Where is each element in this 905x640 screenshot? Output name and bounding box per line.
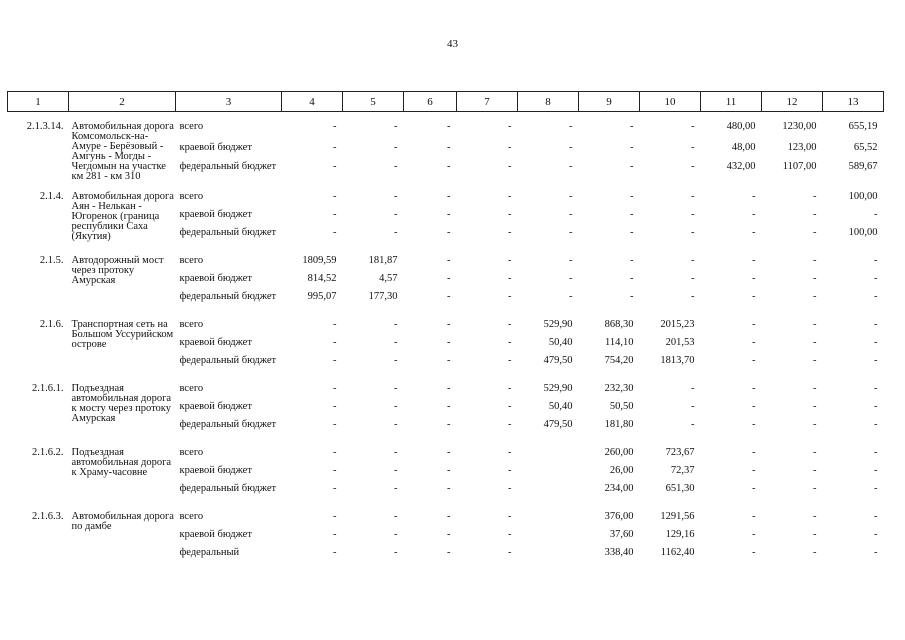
value-cell: - <box>508 121 512 132</box>
value-cell: - <box>394 419 398 430</box>
value-cell: 234,00 <box>604 483 634 494</box>
value-cell: - <box>874 355 878 366</box>
value-cell: - <box>394 383 398 394</box>
value-cell: 723,67 <box>665 447 695 458</box>
value-cell: - <box>447 319 451 330</box>
value-cell: 181,87 <box>368 255 398 266</box>
value-cell: - <box>813 227 817 238</box>
value-cell: - <box>813 383 817 394</box>
value-cell: - <box>394 465 398 476</box>
funding-source: всего <box>179 121 204 132</box>
funding-source: всего <box>179 255 204 266</box>
value-cell: - <box>394 227 398 238</box>
value-cell: - <box>630 209 634 220</box>
item-name: Транспортная сеть на Большом Уссурийском острове <box>71 319 174 350</box>
item-code: 2.1.4. <box>39 191 64 202</box>
funding-source: всего <box>179 383 204 394</box>
value-cell: - <box>752 465 756 476</box>
value-cell: - <box>630 255 634 266</box>
value-cell: - <box>691 227 695 238</box>
value-cell: - <box>813 465 817 476</box>
funding-source: федеральный бюджет <box>179 161 277 173</box>
value-cell: 50,40 <box>548 337 573 348</box>
value-cell: - <box>691 419 695 430</box>
value-cell: - <box>394 191 398 202</box>
value-cell: - <box>508 547 512 558</box>
value-cell: - <box>874 529 878 540</box>
value-cell: 995,07 <box>307 291 337 302</box>
value-cell: - <box>394 355 398 366</box>
value-cell: 177,30 <box>368 291 398 302</box>
value-cell: 589,67 <box>848 161 878 173</box>
column-header: 8 <box>518 92 579 112</box>
value-cell: 480,00 <box>726 121 756 132</box>
budget-table <box>7 91 884 566</box>
value-cell: 72,37 <box>670 465 695 476</box>
value-cell: - <box>508 465 512 476</box>
value-cell: - <box>447 255 451 266</box>
value-cell: 814,52 <box>307 273 337 284</box>
value-cell: - <box>691 255 695 266</box>
value-cell: - <box>752 529 756 540</box>
value-cell: - <box>508 401 512 412</box>
funding-source: федеральный бюджет <box>179 419 277 430</box>
value-cell: - <box>508 447 512 458</box>
column-header: 1 <box>8 92 69 112</box>
item-code: 2.1.3.14. <box>26 121 64 132</box>
table-header <box>8 92 884 112</box>
value-cell: - <box>630 121 634 132</box>
funding-source: краевой бюджет <box>179 465 252 476</box>
value-cell: 2015,23 <box>660 319 695 330</box>
column-header: 11 <box>701 92 762 112</box>
value-cell: 48,00 <box>731 141 756 153</box>
item-name: Подъездная автомобильная дорога к Храму-часовне <box>71 447 172 478</box>
column-header: 4 <box>282 92 343 112</box>
value-cell: 4,57 <box>379 273 398 284</box>
value-cell: - <box>394 511 398 522</box>
value-cell: - <box>333 161 337 173</box>
column-header: 9 <box>579 92 640 112</box>
value-cell: - <box>813 483 817 494</box>
page-number: 43 <box>447 38 458 50</box>
value-cell: - <box>447 209 451 220</box>
value-cell: - <box>508 191 512 202</box>
value-cell: - <box>630 141 634 153</box>
value-cell: - <box>394 161 398 173</box>
value-cell: - <box>333 511 337 522</box>
value-cell: - <box>691 191 695 202</box>
value-cell: - <box>691 209 695 220</box>
column-header: 6 <box>404 92 457 112</box>
value-cell: - <box>508 337 512 348</box>
value-cell: - <box>569 227 573 238</box>
funding-source: всего <box>179 511 204 522</box>
value-cell: - <box>333 401 337 412</box>
item-name: Автомобильная дорога Аян - Нелькан - Югоренок (граница республики Саха (Якутия) <box>71 191 174 242</box>
column-header: 12 <box>762 92 823 112</box>
item-code: 2.1.6.1. <box>32 383 64 394</box>
value-cell: - <box>447 161 451 173</box>
value-cell: - <box>691 401 695 412</box>
value-cell: - <box>394 121 398 132</box>
value-cell: 65,52 <box>853 141 878 153</box>
value-cell: - <box>447 511 451 522</box>
value-cell: - <box>333 141 337 153</box>
value-cell: - <box>874 547 878 558</box>
value-cell: - <box>630 191 634 202</box>
value-cell: - <box>630 227 634 238</box>
value-cell: - <box>333 529 337 540</box>
item-name: Автодорожный мост через протоку Амурская <box>71 255 164 286</box>
value-cell: - <box>508 161 512 173</box>
value-cell: - <box>394 319 398 330</box>
value-cell: - <box>333 383 337 394</box>
table-row <box>8 502 884 530</box>
value-cell: - <box>874 483 878 494</box>
value-cell: 1230,00 <box>782 121 817 132</box>
value-cell: - <box>752 511 756 522</box>
value-cell: - <box>394 447 398 458</box>
value-cell: 479,50 <box>543 355 573 366</box>
value-cell: - <box>569 191 573 202</box>
value-cell: - <box>752 547 756 558</box>
value-cell <box>518 502 579 530</box>
value-cell: - <box>874 401 878 412</box>
value-cell: - <box>333 419 337 430</box>
value-cell: 529,90 <box>543 383 573 394</box>
funding-source: всего <box>179 319 204 330</box>
funding-source: краевой бюджет <box>179 401 252 412</box>
value-cell: - <box>447 191 451 202</box>
value-cell: - <box>333 355 337 366</box>
value-cell: - <box>874 209 878 220</box>
table-body <box>8 112 884 567</box>
column-header: 3 <box>176 92 282 112</box>
value-cell: - <box>333 227 337 238</box>
value-cell: - <box>394 337 398 348</box>
value-cell: 129,16 <box>665 529 695 540</box>
table-row <box>8 374 884 402</box>
value-cell: - <box>874 511 878 522</box>
value-cell: - <box>691 141 695 153</box>
value-cell: - <box>508 255 512 266</box>
value-cell: - <box>333 121 337 132</box>
value-cell: - <box>630 291 634 302</box>
value-cell: - <box>447 401 451 412</box>
value-cell: 232,30 <box>604 383 634 394</box>
value-cell: - <box>508 273 512 284</box>
table-row <box>8 112 884 143</box>
funding-source: краевой бюджет <box>179 337 252 348</box>
column-header: 13 <box>823 92 884 112</box>
value-cell: - <box>874 419 878 430</box>
value-cell: 479,50 <box>543 419 573 430</box>
value-cell: - <box>508 529 512 540</box>
item-code: 2.1.6.2. <box>32 447 64 458</box>
value-cell: - <box>691 291 695 302</box>
value-cell: - <box>752 419 756 430</box>
funding-source: краевой бюджет <box>179 529 252 540</box>
value-cell: - <box>394 401 398 412</box>
value-cell: 26,00 <box>609 465 634 476</box>
value-cell: - <box>874 465 878 476</box>
value-cell: - <box>394 141 398 153</box>
value-cell: 655,19 <box>848 121 878 132</box>
value-cell: - <box>447 483 451 494</box>
value-cell: - <box>394 547 398 558</box>
value-cell: 114,10 <box>605 337 634 348</box>
value-cell: - <box>630 273 634 284</box>
value-cell: 868,30 <box>604 319 634 330</box>
column-header: 7 <box>457 92 518 112</box>
funding-source: федеральный бюджет <box>179 227 277 238</box>
value-cell: - <box>813 291 817 302</box>
funding-source: всего <box>179 447 204 458</box>
funding-source: федеральный <box>179 547 240 558</box>
funding-source: краевой бюджет <box>179 209 252 220</box>
value-cell: - <box>630 161 634 173</box>
value-cell: 1809,59 <box>302 255 337 266</box>
item-code: 2.1.6.3. <box>32 511 64 522</box>
value-cell: - <box>447 419 451 430</box>
value-cell: - <box>447 227 451 238</box>
header-row <box>8 92 884 112</box>
value-cell: - <box>447 273 451 284</box>
value-cell: - <box>813 401 817 412</box>
value-cell: - <box>813 255 817 266</box>
value-cell: - <box>333 337 337 348</box>
value-cell: - <box>813 419 817 430</box>
table-row <box>8 438 884 466</box>
funding-source: федеральный бюджет <box>179 483 277 494</box>
value-cell: - <box>691 161 695 173</box>
value-cell: - <box>813 273 817 284</box>
value-cell: 1291,56 <box>660 511 695 522</box>
value-cell: - <box>447 465 451 476</box>
value-cell: - <box>569 161 573 173</box>
value-cell: - <box>447 383 451 394</box>
value-cell: - <box>874 383 878 394</box>
value-cell: - <box>874 273 878 284</box>
value-cell: - <box>813 355 817 366</box>
value-cell: - <box>752 355 756 366</box>
table-row <box>8 182 884 210</box>
value-cell: - <box>447 547 451 558</box>
table-row <box>8 246 884 274</box>
item-name: Подъездная автомобильная дорога к мосту через протоку Амурская <box>71 383 172 424</box>
value-cell: 432,00 <box>726 161 756 173</box>
value-cell: 1162,40 <box>660 547 695 558</box>
funding-source: федеральный бюджет <box>179 291 277 302</box>
value-cell: - <box>752 209 756 220</box>
value-cell: - <box>752 401 756 412</box>
value-cell: - <box>569 273 573 284</box>
value-cell: 100,00 <box>848 191 878 202</box>
value-cell: - <box>874 291 878 302</box>
value-cell: - <box>691 383 695 394</box>
value-cell: - <box>813 209 817 220</box>
value-cell: - <box>569 255 573 266</box>
value-cell: - <box>691 273 695 284</box>
value-cell: - <box>508 483 512 494</box>
value-cell: - <box>813 511 817 522</box>
value-cell: 181,80 <box>604 419 634 430</box>
value-cell: 529,90 <box>543 319 573 330</box>
column-header: 2 <box>69 92 176 112</box>
value-cell: - <box>813 319 817 330</box>
value-cell: - <box>333 483 337 494</box>
value-cell: - <box>447 355 451 366</box>
value-cell: 50,50 <box>609 401 634 412</box>
value-cell: - <box>447 141 451 153</box>
value-cell: - <box>752 255 756 266</box>
value-cell: - <box>752 291 756 302</box>
value-cell: 376,00 <box>604 511 634 522</box>
value-cell: - <box>813 529 817 540</box>
value-cell: - <box>508 141 512 153</box>
value-cell: 260,00 <box>604 447 634 458</box>
value-cell: - <box>333 191 337 202</box>
value-cell: - <box>569 141 573 153</box>
value-cell: - <box>752 227 756 238</box>
value-cell: - <box>508 291 512 302</box>
item-code: 2.1.5. <box>39 255 64 266</box>
value-cell: - <box>508 419 512 430</box>
value-cell: - <box>447 337 451 348</box>
column-header: 10 <box>640 92 701 112</box>
item-name: Автомобильная дорога по дамбе <box>71 511 174 532</box>
value-cell: - <box>447 291 451 302</box>
value-cell: 123,00 <box>787 141 817 153</box>
item-name: Автомобильная дорога Комсомольск-на-Амуре - Берёзовый - Амгунь - Могды - Чегдомын на участке км 281 - км 310 <box>71 121 174 182</box>
value-cell: 37,60 <box>609 529 634 540</box>
value-cell: - <box>752 383 756 394</box>
column-header: 5 <box>343 92 404 112</box>
value-cell <box>518 438 579 466</box>
value-cell: - <box>394 483 398 494</box>
value-cell: - <box>447 529 451 540</box>
value-cell: 338,40 <box>604 547 634 558</box>
value-cell: - <box>508 355 512 366</box>
value-cell: 754,20 <box>604 355 634 366</box>
value-cell: 651,30 <box>665 483 695 494</box>
value-cell: 50,40 <box>548 401 573 412</box>
value-cell: - <box>752 447 756 458</box>
value-cell: 201,53 <box>665 337 695 348</box>
value-cell: - <box>813 337 817 348</box>
value-cell: - <box>508 319 512 330</box>
value-cell: - <box>874 255 878 266</box>
item-code: 2.1.6. <box>39 319 64 330</box>
value-cell: - <box>569 121 573 132</box>
value-cell: - <box>508 383 512 394</box>
value-cell: - <box>569 209 573 220</box>
value-cell <box>518 466 579 484</box>
value-cell: - <box>813 191 817 202</box>
value-cell: - <box>813 547 817 558</box>
value-cell: - <box>508 511 512 522</box>
value-cell: 1107,00 <box>782 161 817 173</box>
value-cell: - <box>874 319 878 330</box>
value-cell: - <box>874 447 878 458</box>
value-cell <box>518 484 579 502</box>
funding-source: всего <box>179 191 204 202</box>
funding-source: краевой бюджет <box>179 273 252 284</box>
value-cell: - <box>333 547 337 558</box>
value-cell <box>518 530 579 548</box>
value-cell: - <box>691 121 695 132</box>
value-cell <box>518 548 579 566</box>
value-cell: - <box>752 319 756 330</box>
value-cell: - <box>874 337 878 348</box>
value-cell: - <box>752 191 756 202</box>
value-cell: 1813,70 <box>660 355 695 366</box>
value-cell: - <box>508 209 512 220</box>
value-cell: - <box>569 291 573 302</box>
value-cell: - <box>508 227 512 238</box>
value-cell: - <box>333 319 337 330</box>
value-cell: - <box>333 465 337 476</box>
value-cell: - <box>333 209 337 220</box>
value-cell: - <box>333 447 337 458</box>
value-cell: - <box>447 447 451 458</box>
table-row <box>8 310 884 338</box>
value-cell: - <box>394 209 398 220</box>
value-cell: - <box>813 447 817 458</box>
value-cell: - <box>447 121 451 132</box>
value-cell: - <box>752 273 756 284</box>
funding-source: краевой бюджет <box>179 141 252 153</box>
value-cell: - <box>752 337 756 348</box>
value-cell: 100,00 <box>848 227 878 238</box>
funding-source: федеральный бюджет <box>179 355 277 366</box>
value-cell: - <box>394 529 398 540</box>
value-cell: - <box>752 483 756 494</box>
